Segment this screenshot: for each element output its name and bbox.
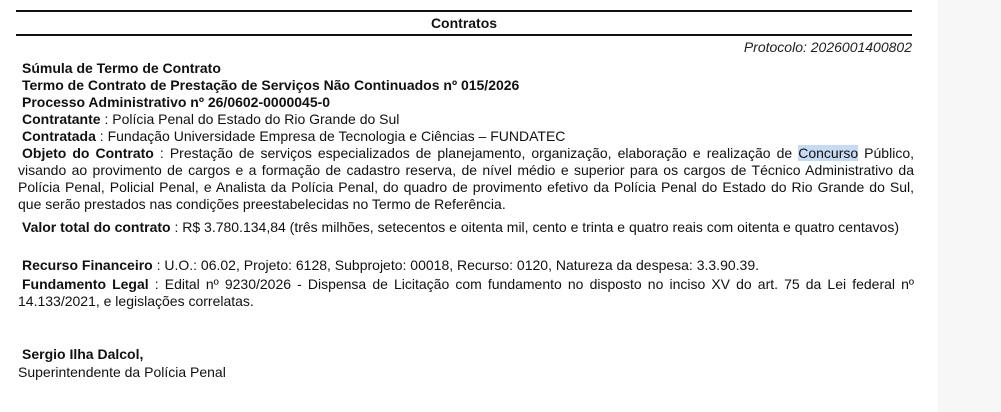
sumula-heading: [22, 60, 914, 145]
signatory-name: Sergio Ilha Dalcol,: [22, 346, 144, 362]
page-margin: [938, 0, 1001, 412]
objeto-text-before: : Prestação de serviços especializados de planejamento, organização, elaboração e realização de: [159, 145, 799, 161]
recurso-paragraph: [18, 257, 914, 274]
contratante-value: : Polícia Penal do Estado do Rio Grande do Sul: [104, 111, 400, 127]
signatory-role: Superintendente da Polícia Penal: [18, 364, 226, 380]
selected-text-highlight[interactable]: Concurso: [798, 145, 859, 161]
fundamento-value: : Edital nº 9230/2026 - Dispensa de Licitação com fundamento no disposto no inciso XV do art. 75 da Lei federal nº 14.133/2021, e legislações correlatas.: [18, 276, 914, 309]
fundamento-label: Fundamento Legal: [22, 276, 149, 292]
protocol-number: Protocolo: 2026001400802: [743, 39, 912, 55]
contract-term: Termo de Contrato de Prestação de Serviços Não Continuados nº 015/2026: [22, 77, 520, 93]
objeto-label: Objeto do Contrato: [22, 145, 154, 161]
section-header: [16, 10, 912, 36]
valor-value: : R$ 3.780.134,84 (três milhões, setecentos e oitenta mil, cento e trinta e quatro reais com oitenta e quatro centavos): [174, 219, 899, 235]
recurso-value: : U.O.: 06.02, Projeto: 6128, Subprojeto: 00018, Recurso: 0120, Natureza da despesa: 3.3.90.39.: [156, 257, 759, 273]
contratada-row: [22, 128, 914, 145]
sumula-title: Súmula de Termo de Contrato: [22, 60, 221, 76]
contratante-label: Contratante: [22, 111, 101, 127]
process-number: Processo Administrativo nº 26/0602-0000045-0: [22, 94, 331, 110]
section-title: Contratos: [430, 15, 498, 31]
objeto-text-after: Público, visando ao provimento de cargos e a formação de cadastro reserva, de nível médio e superior para os cargos de Técnico Administrativo da Polícia Penal, Policial Penal, e Analista da Polícia Penal, do quadro de provimento efetivo da Polícia Penal do Estado do Rio Grande do Sul, que serão prestados nas condições preestabelecidas no Termo de Referência.: [18, 145, 914, 212]
contratada-label: Contratada: [22, 128, 96, 144]
valor-label: Valor total do contrato: [22, 219, 171, 235]
contratante-row: [22, 111, 914, 128]
objeto-paragraph: [18, 145, 914, 213]
valor-paragraph: [18, 219, 914, 236]
fundamento-paragraph: [18, 276, 914, 310]
contratada-value: : Fundação Universidade Empresa de Tecnologia e Ciências – FUNDATEC: [99, 128, 566, 144]
recurso-label: Recurso Financeiro: [22, 257, 153, 273]
